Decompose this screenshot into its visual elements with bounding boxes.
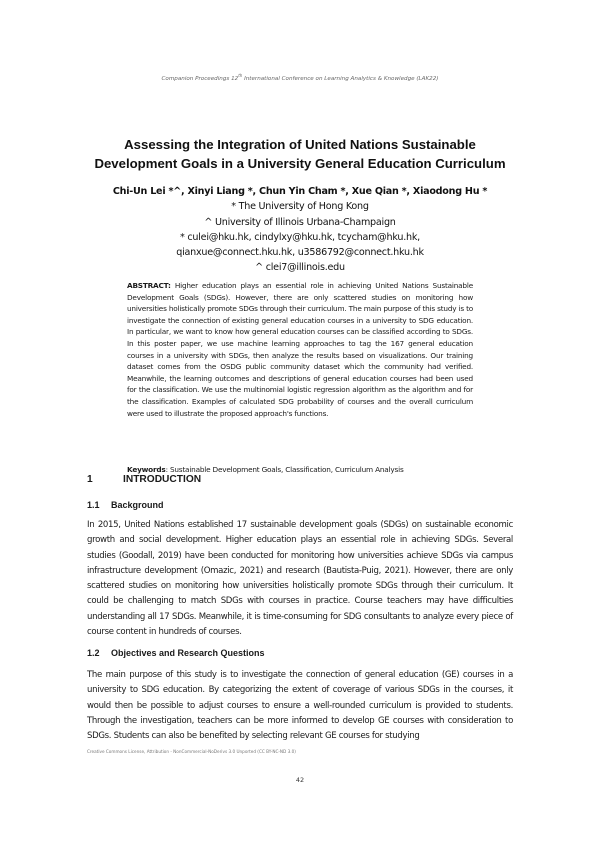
abstract-label: ABSTRACT: <box>127 281 171 290</box>
subsection-heading-background <box>87 500 164 510</box>
running-header <box>0 73 600 82</box>
keywords-label: Keywords <box>127 465 166 474</box>
emails-line-2: qianxue@connect.hku.hk, u3586792@connect.hku.hk <box>176 247 424 259</box>
paper-title <box>60 135 540 173</box>
subsection-number: 1.1 <box>87 500 100 510</box>
keywords-text: : Sustainable Development Goals, Classification, Curriculum Analysis <box>165 465 404 474</box>
objectives-paragraph: The main purpose of this study is to investigate the connection of general education (GE) courses in a university to SDG education. By categorizing the extent of coverage of various SDGs in the courses, it would then be possible to adjust courses to ensure a well-rounded curriculum is provided to students. Through the investigation, teachers can be more informed to develop GE courses with consideration to SDGs. Students can also be benefited by selecting relevant GE courses for studying <box>87 670 513 742</box>
title-line-1: Assessing the Integration of United Nations Sustainable <box>124 137 476 152</box>
subsection-title: Objectives and Research Questions <box>111 648 265 658</box>
authors-block <box>60 184 540 276</box>
running-header-suffix: International Conference on Learning Analytics & Knowledge (LAK22) <box>242 75 439 82</box>
running-header-sup: th <box>238 73 243 78</box>
abstract <box>127 280 473 419</box>
subsection-title: Background <box>111 500 164 510</box>
abstract-text: Higher education plays an essential role in achieving United Nations Sustainable Development Goals (SDGs). However, there are only scattered studies on monitoring how universities holistically promote SDGs through their curriculum. The main purpose of this study is to investigate the connection of existing general education courses in a university to SDG education. In particular, we want to know how general education courses can be classified according to SDGs. In this poster paper, we use machine learning approaches to tag the 167 general education courses in a university with SDGs, then analyze the results based on visualizations. Our training dataset comes from the OSDG public community dataset which the community had verified. Meanwhile, the learning outcomes and descriptions of general education courses had been used for the classification. We use the multinomial logistic regression algorithm as the algorithm and for the classification. Examples of calculated SDG probability of courses and the overall curriculum were used to illustrate the proposed approach's functions. <box>127 281 473 418</box>
emails-line-1: * culei@hku.hk, cindylxy@hku.hk, tcycham@hku.hk, <box>180 231 420 243</box>
author-list: Chi-Un Lei *^, Xinyi Liang *, Chun Yin Cham *, Xue Qian *, Xiaodong Hu * <box>112 186 488 197</box>
affiliation-hku: * The University of Hong Kong <box>231 201 369 213</box>
title-line-2: Development Goals in a University General Education Curriculum <box>94 156 506 171</box>
section-number: 1 <box>87 474 93 485</box>
affiliation-uiuc: ^ University of Illinois Urbana-Champaign <box>204 216 396 228</box>
section-title: INTRODUCTION <box>123 474 202 485</box>
license-notice: Creative Commons License, Attribution - NonCommercial-NoDerivs 3.0 Unported (CC BY-NC-ND 3.0) <box>87 749 296 754</box>
section-heading-introduction <box>87 474 201 485</box>
subsection-number: 1.2 <box>87 648 100 658</box>
page-number: 42 <box>295 776 305 784</box>
emails-line-3: ^ clei7@illinois.edu <box>255 262 345 274</box>
running-header-prefix: Companion Proceedings 12 <box>161 75 239 82</box>
subsection-heading-objectives <box>87 648 265 658</box>
background-paragraph: In 2015, United Nations established 17 sustainable development goals (SDGs) on sustainable economic growth and social development. Higher education plays an essential role in achieving SDGs. Several studies (Goodall, 2019) have been conducted for monitoring how universities achieve SDGs via campus infrastructure development (Omazic, 2021) and research (Bautista-Puig, 2021). However, there are only scattered studies on monitoring how universities holistically promote SDGs through their curriculum. It could be challenging to match SDGs with courses in practice. Course teachers may have difficulties understanding all 17 SDGs. Meanwhile, it is time-consuming for SDG consultants to analyze every piece of course content in hundreds of courses. <box>87 520 513 638</box>
